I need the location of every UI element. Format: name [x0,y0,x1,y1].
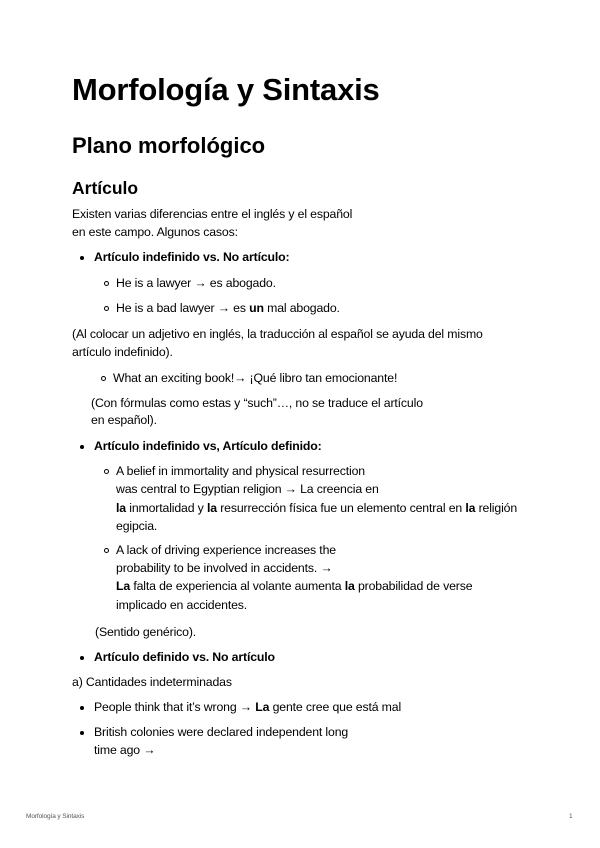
list-heading: Artículo indefinido vs. No artículo: [94,250,290,264]
text-segment: religión [475,501,518,515]
bold-article: La [116,579,131,593]
list-heading: Artículo definido vs. No artículo [94,650,275,664]
text-segment: falta de experiencia al volante aumenta [130,579,345,593]
list-item-line [116,499,517,517]
bullet-disc-icon [80,706,84,710]
text-segment: gente cree que está mal [269,700,402,714]
text-segment: He is a bad lawyer → es [116,301,250,315]
list-item-line: egipcia. [116,519,158,533]
page-title: Morfología y Sintaxis [72,72,380,107]
bullet-disc-icon [80,731,84,735]
footer-title: Morfología y Sintaxis [26,813,85,820]
note-line-2: artículo indefinido). [72,345,173,359]
subsection-heading: Artículo [72,178,139,198]
bold-article: un [249,301,264,315]
note-line-2: en español). [91,413,157,427]
note: (Sentido genérico). [95,625,197,639]
bullet-circle-icon [104,469,109,474]
list-item-line: A belief in immortality and physical resurrection [116,464,365,478]
intro-line-1: Existen varias diferencias entre el inglés y el español [72,207,353,221]
bold-article: la [206,501,217,515]
list-item-line: probability to be involved in accidents. → [116,561,333,575]
list-item-line [116,577,472,595]
text-segment: mal abogado. [263,301,340,315]
list-item: He is a lawyer → es abogado. [116,276,276,290]
list-item-line: British colonies were declared independent long [94,725,349,739]
text-segment: inmortalidad y [125,501,207,515]
text-segment: probabilidad de verse [354,579,473,593]
text-segment: People think that it’s wrong → [94,700,256,714]
bold-article: La [255,700,270,714]
bold-article: la [116,501,126,515]
list-item-line: implicado en accidentes. [116,598,248,612]
list-heading: Artículo indefinido vs, Artículo definido: [94,439,322,453]
bullet-disc-icon [80,256,84,260]
list-item-line: time ago → [94,743,156,757]
note-line-1: (Al colocar un adjetivo en inglés, la traducción al español se ayuda del mismo [72,327,483,341]
bold-article: la [344,579,355,593]
page-number: 1 [569,813,573,820]
sub-heading: a) Cantidades indeterminadas [72,675,232,689]
list-item [94,698,401,716]
list-item [116,299,340,317]
bullet-disc-icon [80,656,84,660]
bullet-circle-icon [104,306,109,311]
bold-article: la [465,501,476,515]
bullet-circle-icon [104,548,109,553]
list-item-line: A lack of driving experience increases the [116,543,336,557]
note-line-1: (Con fórmulas como estas y “such”…, no se traduce el artículo [91,396,423,410]
text-segment: resurrección física fue un elemento central en [216,501,466,515]
list-item-line: was central to Egyptian religion → La creencia en [116,482,379,496]
bullet-circle-icon [104,281,109,286]
list-item: What an exciting book!→ ¡Qué libro tan emocionante! [113,371,398,385]
intro-line-2: en este campo. Algunos casos: [72,225,238,239]
bullet-disc-icon [80,445,84,449]
bullet-circle-icon [101,376,106,381]
section-heading: Plano morfológico [72,133,266,158]
